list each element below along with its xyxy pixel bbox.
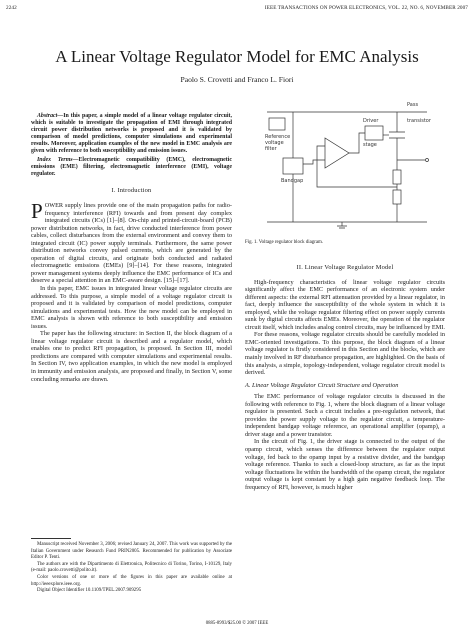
label-pass: Pass [407,102,419,108]
left-column [31,113,232,383]
page-number: 2242 [6,5,17,11]
copyright-footer: 0885-8993/$25.00 © 2007 IEEE [205,621,269,626]
label-reference: Reference [265,134,291,140]
voltage-regulator-block-diagram [247,98,447,236]
abstract-label: Abstract— [37,113,64,119]
intro-p1-text: OWER supply lines provide one of the main propagation paths for radio-frequency interference (RFI) towards and from present day complex integrated circuits (ICs) [1]–[8]. On-chip and printed-circuit-board (PCB) power distribution networks, in fact, drive conducted interference from power cables, collect disturbances from the external environment and convey them to integrated circuit (IC) power supply terminals. Furthermore, the same power distribution networks convey pulsed currents, which are generated by the operation of digital circuits, and originate both conducted and radiated electromagnetic emissions (EMEs) [9]–[14]. For these reasons, integrated power management systems deeply influence the EMC performance of ICs and deserve a special attention in an EMC-aware design. [15]–[17]. [31,201,232,285]
driver-stage-block [365,126,383,140]
right-column [245,256,445,491]
intro-paragraph-2: In this paper, EMC issues in integrated linear voltage regulator circuits are addressed. To this purpose, a simple model of a voltage regulator circuit is proposed and it is validated by comparison of model predictions, computer simulations and experimental tests. How the new model can be employed in EMC analysis is shown with reference to both susceptibility and emission issues. [31,284,232,330]
ground-symbol [267,222,427,228]
subsection-heading: A. Linear Voltage Regulator Circuit Structure and Operation [245,381,399,389]
label-driver: Driver [363,118,379,124]
section2-paragraph-3: The EMC performance of voltage regulator circuits is discussed in the following with reference to Fig. 1, where the block diagram of a linear voltage regulator is presented. Such a circuit includes a pre-regulation network, that provides the power supply voltage to the regulator circuit, a temperature-independent bandgap voltage reference, an operational amplifier (opamp), a driver stage and a power transistor. [245,393,445,438]
figure-caption: Fig. 1. Voltage regulator block diagram. [245,240,324,245]
index-terms-text: Electromagnetic compatibility (EMC), electromagnetic emissions (EME) filtering, electromagnetic interference (EMI), voltage regulator. [31,157,232,178]
drop-cap: P [31,198,43,223]
intro-paragraph-3: The paper has the following structure: in Section II, the block diagram of a linear voltage regulator circuit is described and a regulator model, which enables one to predict RFI propagation, is proposed. In Section III, model predictions are compared with computer simulations and experimental results. In Section IV, two application examples, in which the new model is employed in immunity and emission analysis, are proposed and finally, in Section V, some concluding remarks are drawn. [31,330,232,383]
footnote-doi: Digital Object Identifier 10.1109/TPEL.2007.909295 [37,588,142,594]
abstract [31,113,232,155]
paper-authors: Paolo S. Crovetti and Franco L. Fiori [180,75,294,84]
footnote-authors: The authors are with the Dipartimento di Elettronica, Politecnico di Torino, Torino, I-10129, Italy (e-mail: paolo.crovetti@polito.it). [31,561,232,574]
section-2-heading: II. Linear Voltage Regulator Model [296,264,394,271]
journal-header: IEEE TRANSACTIONS ON POWER ELECTRONICS, VOL. 22, NO. 6, NOVEMBER 2007 [264,5,468,11]
divider-resistor-top [393,170,401,184]
bandgap-block [283,158,303,174]
divider-resistor-bottom [393,190,401,204]
index-terms [31,157,232,178]
section-1-heading: I. Introduction [111,187,152,195]
footnote-color: Color versions of one or more of the figures in this paper are available online at http://ieeexplore.ieee.org. [31,574,232,587]
index-terms-label: Index Terms— [37,157,79,164]
output-terminal [426,159,429,162]
label-transistor: transistor [407,118,431,124]
label-bandgap: Bandgap [281,178,304,184]
intro-paragraph-1 [31,198,232,285]
footnotes [31,538,232,595]
section2-paragraph-1: High-frequency characteristics of linear voltage regulator circuits significantly affect the EMC performance of an electronic system under different aspects: the external RFI attenuation provided by a linear regulator, in fact, deeply influence the susceptibility of the whole system in which it is employed, while the voltage regulator filtering effect on power supply currents sunk by digital circuits affects EMEs. Moreover, the operation of the regulator circuit itself, which includes analog control circuits, may be influenced by EMI. [245,278,445,331]
section2-paragraph-4: In the circuit of Fig. 1, the driver stage is connected to the output of the opamp circuit, which senses the difference between the regulator output voltage, fed back to the opamp input by a resistive divider, and the bandgap voltage reference. Thanks to such a closed-loop structure, as far as the input voltage fluctuations lie within the bandwidth of the opamp circuit, the regulator output voltage is kept constant by a high gain negative feedback loop. The frequency of RFI, however, is much higher [245,438,445,491]
label-voltage: voltage [265,140,284,146]
footnote-rule [31,538,71,539]
section2-paragraph-2: For these reasons, voltage regulator circuits should be carefully modeled in EMC-oriented investigations. To this purpose, the block diagram of a linear voltage regulator is firstly considered in this Section and the blocks, which are mainly involved in RF disturbance propagation, are highlighted. On the basis of this analysis, a simple, topology-independent, voltage regulator circuit model is derived. [245,331,445,377]
opamp-symbol [325,138,349,168]
reference-filter-block [269,118,285,130]
pass-transistor-symbol [389,112,405,160]
paper-title: A Linear Voltage Regulator Model for EMC Analysis [55,47,419,66]
abstract-text: In this paper, a simple model of a linear voltage regulator circuit, which is suitable to investigate the propagation of EMI through integrated circuit power distribution networks is proposed and it is validated by comparison of model predictions, computer simulations and experimental results. Moreover, application examples of the new model in EMC analysis are given with reference to both susceptibility and emission issues. [31,113,232,155]
label-filter: filter [265,146,277,152]
label-stage: stage [363,142,377,148]
footnote-manuscript: Manuscript received November 3, 2006; revised January 24, 2007. This work was supported by the Italian Government under Research Fund PRIN2005. Recommended for publication by Associate Editor P. Tenti. [31,542,232,561]
